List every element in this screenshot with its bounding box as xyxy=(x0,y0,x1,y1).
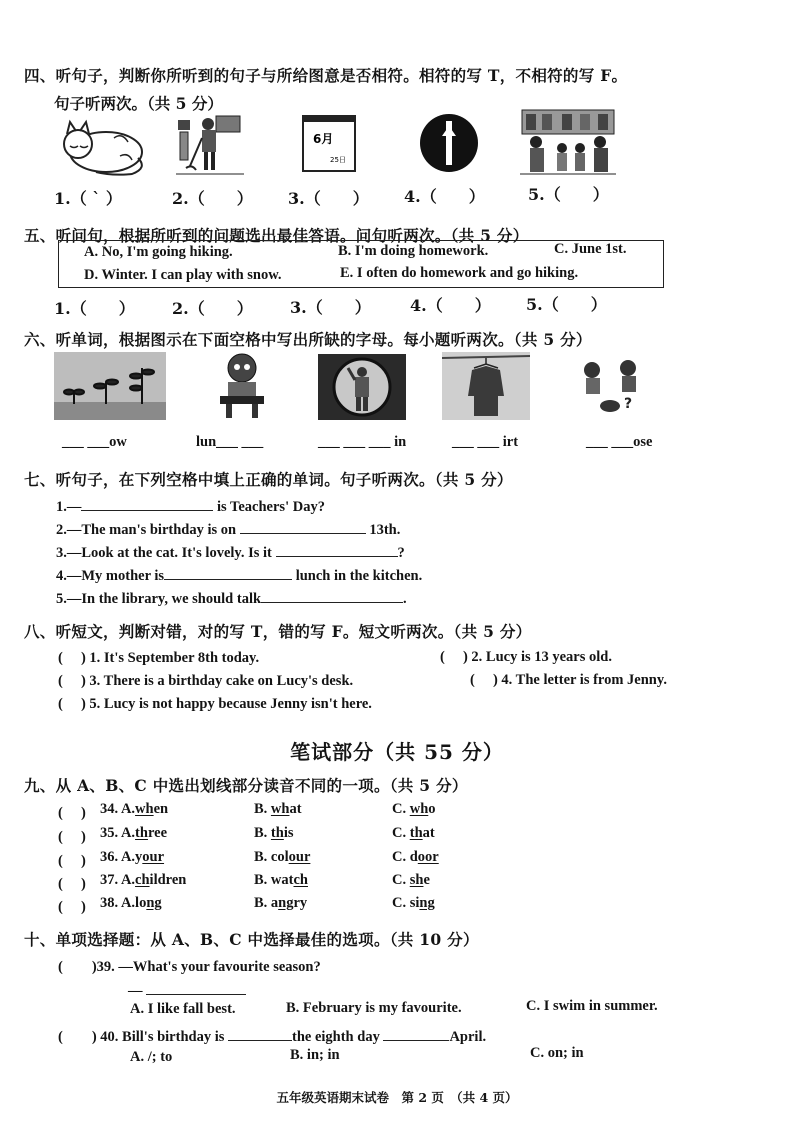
word-part: C. xyxy=(392,872,410,888)
option-b-word xyxy=(254,849,310,866)
fill-5-prefix: 5.—In the library, we should talk xyxy=(56,591,262,607)
word-part: 37. A. xyxy=(100,872,136,888)
question-40 xyxy=(58,1025,486,1046)
option-c-word xyxy=(392,801,436,818)
q40-middle: the eighth day xyxy=(292,1029,380,1045)
fill-4-blank[interactable] xyxy=(164,565,292,580)
word-part: 35. A. xyxy=(100,825,136,841)
underlined-letters: ng xyxy=(419,895,435,911)
q40-prefix[interactable]: ( ) 40. Bill's birthday is xyxy=(58,1029,225,1045)
fill-1-blank[interactable] xyxy=(81,496,213,511)
word-part: ry xyxy=(293,895,308,911)
answer-paren[interactable] xyxy=(58,849,86,870)
q40-blank-1[interactable] xyxy=(228,1026,292,1041)
word-part: B. xyxy=(254,825,271,841)
fill-3-prefix: 3.—Look at the cat. It's lovely. Is it xyxy=(56,545,272,561)
fill-3-suffix: ? xyxy=(397,545,405,561)
option-c-word xyxy=(392,849,439,866)
word-part: C. xyxy=(392,825,410,841)
option-d: D. Winter. I can play with snow. xyxy=(84,267,282,283)
underlined-letters: th xyxy=(409,825,423,841)
section-5-title: 五、听问句，根据所听到的问题选出最佳答语。问句听两次。（共 5 分） xyxy=(24,226,529,245)
word-part: ree xyxy=(147,825,167,841)
word-blank-3[interactable]: ___ ___ ___ in xyxy=(318,434,407,450)
answer-paren[interactable] xyxy=(58,801,86,822)
option-b-word xyxy=(254,872,308,889)
question-39[interactable]: ( )39. —What's your favourite season? xyxy=(58,959,321,975)
q40-option-a[interactable]: A. /; to xyxy=(130,1049,173,1065)
fill-1-suffix: is Teachers' Day? xyxy=(217,499,325,515)
word-part: en xyxy=(153,801,169,817)
option-a-word xyxy=(100,825,167,842)
section-7-title: 七、听句子，在下列空格中填上正确的单词。句子听两次。（共 5 分） xyxy=(24,470,513,489)
calendar-day: 25日 xyxy=(330,156,346,164)
section-6-title: 六、听单词，根据图示在下面空格中写出所缺的字母。每小题听两次。（共 5 分） xyxy=(24,330,592,349)
boys-with-ball-picture xyxy=(576,356,654,418)
fill-sentence-3 xyxy=(56,542,405,562)
option-c-word xyxy=(392,895,435,912)
underlined-letters: ch xyxy=(135,872,150,888)
section-10-title: 十、单项选择题：从 A、B、C 中选择最佳的选项。（共 10 分） xyxy=(24,930,479,949)
word-blank-1[interactable]: ___ ___ow xyxy=(62,434,127,450)
tf-question-1[interactable]: ( ) 1. It's September 8th today. xyxy=(58,650,260,666)
underlined-letters: oor xyxy=(417,849,439,865)
svg-text:?: ? xyxy=(624,396,633,412)
fill-2-blank[interactable] xyxy=(240,519,366,534)
word-part: at xyxy=(422,825,435,841)
word-part: o xyxy=(428,801,436,817)
q39-dash: — xyxy=(128,983,143,999)
option-a-word xyxy=(100,801,168,818)
word-part: B. col xyxy=(254,849,289,865)
boy-eating-lunch-picture xyxy=(218,350,266,420)
underlined-letters: wh xyxy=(270,801,290,817)
fill-sentence-5 xyxy=(56,588,407,608)
q40-end: April. xyxy=(449,1029,487,1045)
option-c-word xyxy=(392,872,430,889)
growing-plants-picture xyxy=(54,352,166,420)
option-a-word xyxy=(100,849,164,866)
page-footer: 五年级英语期末试卷 第 2 页 （共 4 页） xyxy=(276,1090,518,1105)
fill-sentence-1 xyxy=(56,496,325,516)
option-c-word xyxy=(392,825,435,842)
written-part-title: 笔试部分（共 55 分） xyxy=(290,740,504,764)
fill-sentence-4 xyxy=(56,565,422,585)
option-a-word xyxy=(100,872,186,889)
word-part: is xyxy=(283,825,294,841)
option-c: C. June 1st. xyxy=(554,241,627,257)
calendar-picture xyxy=(302,112,356,172)
section-8-title: 八、听短文，判断对错，对的写 T，错的写 F。短文听两次。（共 5 分） xyxy=(24,622,532,641)
answer-paren[interactable] xyxy=(58,872,86,893)
calendar-month: 6月 xyxy=(313,132,334,146)
word-part: 38. A. xyxy=(100,895,136,911)
underlined-letters: ng xyxy=(146,895,162,911)
word-blank-5[interactable]: ___ ___ose xyxy=(586,434,653,450)
fill-1-prefix: 1.— xyxy=(56,499,82,515)
q40-blank-2[interactable] xyxy=(383,1026,449,1041)
q39-blank[interactable] xyxy=(146,980,246,995)
answer-paren[interactable] xyxy=(58,895,86,916)
boy-sweeping-picture xyxy=(176,112,244,178)
option-a-word xyxy=(100,895,162,912)
family-shopping-picture xyxy=(520,108,616,178)
word-blank-4[interactable]: ___ ___ irt xyxy=(452,434,519,450)
word-part: C. si xyxy=(392,895,420,911)
s4-answer-4[interactable]: 4.（ ） xyxy=(404,187,485,206)
s4-answer-2[interactable]: 2.（ ） xyxy=(172,189,253,208)
word-part: C. xyxy=(392,801,410,817)
section-4-title: 四、听句子，判断你所听到的句子与所给图意是否相符。相符的写 T，不相符的写 F。 xyxy=(24,66,628,85)
q40-option-b[interactable]: B. in; in xyxy=(290,1047,340,1063)
option-b-word xyxy=(254,825,294,842)
underlined-letters: th xyxy=(135,825,148,841)
tf-question-2[interactable]: ( ) 2. Lucy is 13 years old. xyxy=(440,649,612,665)
word-part: y xyxy=(135,849,143,865)
word-part: ( ) xyxy=(58,899,86,915)
word-part: ( ) xyxy=(58,853,86,869)
fill-sentence-2 xyxy=(56,519,400,539)
s4-answer-3[interactable]: 3.（ ） xyxy=(288,189,369,208)
option-b-word xyxy=(254,895,307,912)
s5-answer-5[interactable]: 5.（ ） xyxy=(526,295,607,314)
underlined-letters: our xyxy=(142,849,165,865)
option-a: A. No, I'm going hiking. xyxy=(84,244,233,260)
word-part: at xyxy=(289,801,302,817)
word-part: B. a xyxy=(254,895,279,911)
s4-answer-5[interactable]: 5.（ ） xyxy=(528,185,609,204)
underlined-letters: ch xyxy=(293,872,308,888)
underlined-letters: sh xyxy=(409,872,424,888)
word-part: ildren xyxy=(149,872,187,888)
underlined-letters: th xyxy=(270,825,284,841)
q39-option-b[interactable]: B. February is my favourite. xyxy=(286,1000,462,1016)
option-b-word xyxy=(254,801,302,818)
option-e: E. I often do homework and go hiking. xyxy=(340,265,579,281)
fill-4-prefix: 4.—My mother is xyxy=(56,568,165,584)
fill-3-blank[interactable] xyxy=(276,542,398,557)
underlined-letters: wh xyxy=(409,801,429,817)
fill-5-suffix: . xyxy=(403,591,407,607)
shirt-on-hanger-picture xyxy=(442,352,530,420)
answer-paren[interactable] xyxy=(58,825,86,846)
sleeping-cat-picture xyxy=(54,116,146,178)
word-part: e xyxy=(423,872,430,888)
word-blank-2[interactable]: lun___ ___ xyxy=(196,434,264,450)
word-part: ( ) xyxy=(58,805,86,821)
s5-answer-3[interactable]: 3.（ ） xyxy=(290,298,371,317)
tf-question-5[interactable]: ( ) 5. Lucy is not happy because Jenny isn't here. xyxy=(58,696,372,712)
section-9-title: 九、从 A、B、C 中选出划线部分读音不同的一项。（共 5 分） xyxy=(24,776,468,795)
option-b: B. I'm doing homework. xyxy=(338,243,489,259)
word-part: B. xyxy=(254,801,271,817)
q40-option-c[interactable]: C. on; in xyxy=(530,1045,584,1061)
tf-question-4[interactable]: ( ) 4. The letter is from Jenny. xyxy=(470,672,667,688)
underlined-letters: wh xyxy=(135,801,154,817)
underlined-letters: ng xyxy=(278,895,294,911)
word-part: B. wat xyxy=(254,872,294,888)
word-part: lo xyxy=(135,895,147,911)
s5-answer-1[interactable]: 1.（ ） xyxy=(54,299,135,318)
fill-2-prefix: 2.—The man's birthday is on xyxy=(56,522,237,538)
q39-option-c[interactable]: C. I swim in summer. xyxy=(526,998,658,1014)
word-part: 34. A. xyxy=(100,801,136,817)
fill-4-suffix: lunch in the kitchen. xyxy=(295,568,423,584)
word-part: ( ) xyxy=(58,829,86,845)
q39-option-a[interactable]: A. I like fall best. xyxy=(130,1001,236,1017)
word-part: ( ) xyxy=(58,876,86,892)
word-part: 36. A. xyxy=(100,849,136,865)
s5-answer-2[interactable]: 2.（ ） xyxy=(172,299,253,318)
section-4-subtitle: 句子听两次。（共 5 分） xyxy=(54,94,223,113)
s5-answer-4[interactable]: 4.（ ） xyxy=(410,296,491,315)
s4-answer-1[interactable]: 1.（ ˋ ） xyxy=(54,189,122,208)
underlined-letters: our xyxy=(288,849,311,865)
word-part: C. d xyxy=(392,849,418,865)
fill-2-suffix: 13th. xyxy=(369,522,401,538)
person-in-circle-picture xyxy=(318,354,406,420)
no-entry-sign-picture xyxy=(418,112,480,174)
tf-question-3[interactable]: ( ) 3. There is a birthday cake on Lucy's desk. xyxy=(58,673,354,689)
fill-5-blank[interactable] xyxy=(261,588,403,603)
question-39-answer-line xyxy=(128,980,246,1000)
